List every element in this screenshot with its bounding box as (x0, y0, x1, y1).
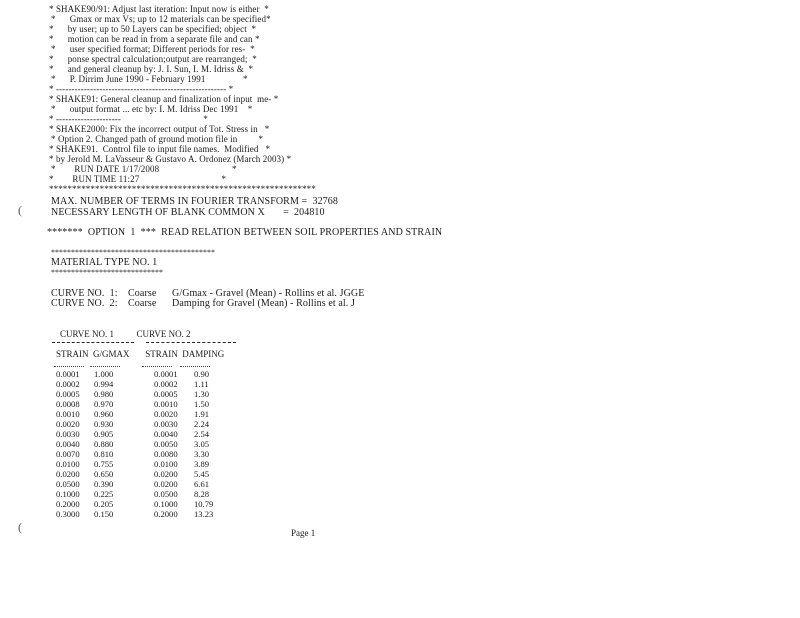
cell-strain-2: 0.0005 (154, 389, 178, 399)
cell-strain-1: 0.0005 (56, 389, 80, 399)
table-row (56, 409, 244, 419)
cell-damping: 2.54 (194, 429, 210, 439)
header-line: * by Jerold M. LaVasseur & Gustavo A. Ordonez (March 2003) * (49, 154, 292, 164)
cell-damping: 1.11 (194, 379, 209, 389)
cell-strain-1: 0.0010 (56, 409, 80, 419)
table-row (56, 399, 244, 409)
header-line: * RUN DATE 1/17/2008 * (51, 164, 237, 174)
header-line: * ponse spectral calculation;output are rearranged; * (49, 54, 257, 64)
header-line: * RUN TIME 11:27 * (49, 174, 227, 184)
option-line: ******* OPTION 1 *** READ RELATION BETWEEN SOIL PROPERTIES AND STRAIN (47, 227, 443, 238)
table-row (56, 499, 244, 509)
table-row (56, 469, 244, 479)
cell-strain-1: 0.0070 (56, 449, 80, 459)
material-title: MATERIAL TYPE NO. 1 (51, 257, 158, 268)
cell-strain-2: 0.0200 (154, 469, 178, 479)
col-dash-1 (54, 366, 84, 367)
blank-common-label: NECESSARY LENGTH OF BLANK COMMON X = (51, 207, 289, 218)
cell-damping: 3.89 (194, 459, 210, 469)
cell-damping: 3.05 (194, 439, 210, 449)
cell-strain-2: 0.0080 (154, 449, 178, 459)
cell-damping: 8.28 (194, 489, 210, 499)
material-rule: **************************** (51, 268, 163, 277)
table-row (56, 369, 244, 379)
table-row (56, 509, 244, 519)
table-row (56, 419, 244, 429)
cell-damping: 10.79 (194, 499, 214, 509)
table-row (56, 449, 244, 459)
curve-1-label: CURVE NO. 1: (51, 288, 118, 299)
cell-damping: 6.61 (194, 479, 210, 489)
header-line: * Gmax or max Vs; up to 12 materials can be specified* (51, 14, 271, 24)
header-line: * P. Dirrim June 1990 - February 1991 * (51, 74, 248, 84)
header-line: * and general cleanup by: J. I. Sun, I. M. Idriss & * (49, 64, 254, 74)
cell-gmax: 0.880 (94, 439, 114, 449)
header-line: * --------------------- * (49, 114, 208, 124)
curve-header-1: CURVE NO. 1 (60, 329, 115, 339)
cell-gmax: 0.810 (94, 449, 114, 459)
cell-strain-2: 0.0500 (154, 489, 178, 499)
cell-strain-1: 0.0008 (56, 399, 80, 409)
curve-1-class: Coarse (128, 288, 157, 299)
max-terms-value: 32768 (312, 196, 338, 207)
table-row (56, 489, 244, 499)
header-line: * user specified format; Different periods for res- * (51, 44, 255, 54)
cell-gmax: 0.930 (94, 419, 114, 429)
cell-gmax: 0.650 (94, 469, 114, 479)
header-line: * SHAKE90/91: Adjust last iteration: Input now is either * (49, 4, 269, 14)
curve-header (60, 329, 191, 339)
strain-table (56, 369, 244, 519)
cell-gmax: 0.905 (94, 429, 114, 439)
table-row (56, 459, 244, 469)
cell-strain-1: 0.0100 (56, 459, 80, 469)
cell-strain-1: 0.2000 (56, 499, 80, 509)
cell-gmax: 0.205 (94, 499, 114, 509)
cell-gmax: 0.755 (94, 459, 114, 469)
cell-gmax: 0.390 (94, 479, 114, 489)
cell-damping: 3.30 (194, 449, 210, 459)
curve-2-class: Coarse (128, 298, 157, 309)
col-gmax: G/GMAX (93, 349, 130, 359)
curve-2-line (51, 299, 355, 309)
cell-gmax: 1.000 (94, 369, 114, 379)
option-rule: ***************************************** (51, 248, 215, 257)
cell-strain-2: 0.0050 (154, 439, 178, 449)
cell-strain-2: 0.0200 (154, 479, 178, 489)
cell-damping: 1.91 (194, 409, 210, 419)
max-terms-line (51, 197, 338, 207)
cell-strain-1: 0.0020 (56, 419, 80, 429)
cell-strain-2: 0.0030 (154, 419, 178, 429)
table-row (56, 379, 244, 389)
table-row (56, 429, 244, 439)
scan-mark-1: ( (18, 203, 22, 217)
curve-2-desc: Damping for Gravel (Mean) - Rollins et al. J (172, 298, 355, 309)
cell-damping: 1.30 (194, 389, 210, 399)
page-footer: Page 1 (291, 528, 316, 538)
column-header (56, 349, 224, 359)
header-line: * SHAKE91: General cleanup and finalization of input me- * (49, 94, 279, 104)
header-line: * output format ... etc by: I. M. Idriss Dec 1991 * (51, 104, 253, 114)
table-row (56, 479, 244, 489)
cell-damping: 13.23 (194, 509, 214, 519)
curve-header-2: CURVE NO. 2 (136, 329, 191, 339)
col-strain-1: STRAIN (56, 349, 89, 359)
cell-strain-1: 0.0030 (56, 429, 80, 439)
cell-strain-2: 0.0002 (154, 379, 178, 389)
cell-damping: 0.90 (194, 369, 210, 379)
cell-strain-1: 0.1000 (56, 489, 80, 499)
header-line: * ------------------------------------------------------- * (49, 84, 234, 94)
cell-damping: 1.50 (194, 399, 210, 409)
cell-gmax: 0.980 (94, 389, 114, 399)
cell-strain-1: 0.0001 (56, 369, 80, 379)
cell-gmax: 0.225 (94, 489, 114, 499)
cell-gmax: 0.150 (94, 509, 114, 519)
curve-1-rule (52, 342, 134, 343)
header-line: ********************************************************** (49, 184, 316, 194)
cell-strain-1: 0.0500 (56, 479, 80, 489)
blank-common-line (51, 208, 325, 218)
header-line: * by user; up to 50 Layers can be specified; object * (49, 24, 257, 34)
col-dash-4 (180, 366, 210, 367)
cell-strain-1: 0.3000 (56, 509, 80, 519)
cell-gmax: 0.960 (94, 409, 114, 419)
cell-strain-2: 0.0100 (154, 459, 178, 469)
scan-mark-2: ( (18, 520, 22, 534)
header-line: * motion can be read in from a separate file and can * (49, 34, 260, 44)
table-row (56, 389, 244, 399)
cell-strain-2: 0.0001 (154, 369, 178, 379)
col-dash-3 (142, 366, 172, 367)
cell-gmax: 0.970 (94, 399, 114, 409)
curve-1-desc: G/Gmax - Gravel (Mean) - Rollins et al. JGGE (172, 288, 365, 299)
header-line: * Option 2. Changed path of ground motion file in * (51, 134, 264, 144)
cell-strain-2: 0.0040 (154, 429, 178, 439)
cell-gmax: 0.994 (94, 379, 114, 389)
cell-strain-1: 0.0002 (56, 379, 80, 389)
cell-strain-2: 0.0010 (154, 399, 178, 409)
header-line: * SHAKE91. Control file to input file names. Modified * (49, 144, 271, 154)
cell-damping: 5.45 (194, 469, 210, 479)
curve-2-label: CURVE NO. 2: (51, 298, 118, 309)
cell-strain-1: 0.0200 (56, 469, 80, 479)
col-dash-2 (90, 366, 120, 367)
col-damping: DAMPING (182, 349, 225, 359)
curve-2-rule (146, 342, 236, 343)
cell-strain-2: 0.0020 (154, 409, 178, 419)
table-row (56, 439, 244, 449)
cell-strain-2: 0.2000 (154, 509, 178, 519)
cell-damping: 2.24 (194, 419, 210, 429)
col-strain-2: STRAIN (145, 349, 178, 359)
cell-strain-1: 0.0040 (56, 439, 80, 449)
header-line: * SHAKE2000: Fix the incorrect output of Tot. Stress in * (49, 124, 270, 134)
cell-strain-2: 0.1000 (154, 499, 178, 509)
blank-common-value: 204810 (294, 207, 325, 218)
max-terms-label: MAX. NUMBER OF TERMS IN FOURIER TRANSFORM = (51, 196, 308, 207)
program-history-header (0, 0, 800, 200)
